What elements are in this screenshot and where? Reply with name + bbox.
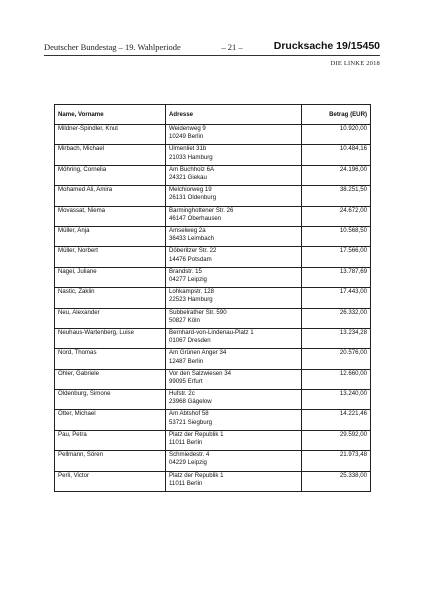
cell-name: Nagel, Juliane — [55, 267, 166, 287]
cell-address — [166, 186, 302, 206]
cell-address — [166, 349, 302, 369]
header-party-year: DIE LINKE 2018 — [330, 60, 380, 67]
cell-amount: 24.672,00 — [302, 206, 371, 226]
cell-name: Möhring, Cornelia — [55, 165, 166, 185]
address-street: Subbelrather Str. 590 — [169, 308, 227, 316]
address-city: 46147 Oberhausen — [169, 214, 222, 222]
cell-name: Mirbach, Michael — [55, 145, 166, 165]
table-row — [55, 410, 371, 430]
address-city: 99095 Erfurt — [169, 377, 203, 385]
cell-amount: 17.566,00 — [302, 247, 371, 267]
cell-address — [166, 226, 302, 246]
cell-address — [166, 288, 302, 308]
cell-amount: 13.787,69 — [302, 267, 371, 287]
cell-address — [166, 369, 302, 389]
cell-name: Otter, Michael — [55, 410, 166, 430]
cell-amount: 21.973,48 — [302, 451, 371, 471]
column-header-amount: Betrag (EUR) — [302, 105, 371, 125]
cell-amount: 13.234,28 — [302, 328, 371, 348]
column-header-name: Name, Vorname — [55, 105, 166, 125]
address-street: Hufstr. 2c — [169, 390, 195, 398]
address-city: 01067 Dresden — [169, 337, 211, 345]
cell-amount: 29.592,00 — [302, 430, 371, 450]
cell-amount: 20.576,00 — [302, 349, 371, 369]
cell-amount: 10.920,00 — [302, 125, 371, 145]
table-row — [55, 226, 371, 246]
cell-address — [166, 267, 302, 287]
address-city: 04229 Leipzig — [169, 459, 207, 467]
table-body — [55, 125, 371, 492]
address-street: Ulmenliet 31b — [169, 145, 207, 153]
address-city: 50827 Köln — [169, 316, 200, 324]
cell-address — [166, 471, 302, 491]
header-parliament-term: Deutscher Bundestag – 19. Wahlperiode — [44, 42, 181, 52]
table-row — [55, 349, 371, 369]
address-street: Weidenweg 9 — [169, 125, 206, 132]
address-street: Am Grünen Anger 34 — [169, 349, 227, 357]
cell-name: Müller, Anja — [55, 226, 166, 246]
cell-address — [166, 206, 302, 226]
cell-address — [166, 145, 302, 165]
cell-name: Müller, Norbert — [55, 247, 166, 267]
address-street: Brandstr. 15 — [169, 267, 202, 275]
address-city: 36433 Leimbach — [169, 235, 215, 243]
address-street: Schmiedestr. 4 — [169, 451, 210, 459]
address-city: 11011 Berlin — [169, 479, 203, 487]
cell-name: Nord, Thomas — [55, 349, 166, 369]
cell-name: Nastic, Zaklin — [55, 288, 166, 308]
cell-amount: 10.568,50 — [302, 226, 371, 246]
header-document-number — [274, 40, 380, 52]
cell-address — [166, 410, 302, 430]
address-street: Döberitzer Str. 22 — [169, 247, 217, 255]
address-city: 23968 Gägelow — [169, 398, 212, 406]
address-street: Bernhard-von-Lindenau-Platz 1 — [169, 328, 254, 336]
cell-name: Pau, Petra — [55, 430, 166, 450]
address-city: 26131 Oldenburg — [169, 194, 217, 202]
address-street: Vor den Salzwiesen 34 — [169, 369, 231, 377]
cell-amount: 25.338,00 — [302, 471, 371, 491]
address-city: 04277 Leipzig — [169, 275, 207, 283]
table-row — [55, 308, 371, 328]
address-city: 11011 Berlin — [169, 439, 203, 447]
table-row — [55, 165, 371, 185]
cell-address — [166, 430, 302, 450]
cell-name: Ohler, Gabriele — [55, 369, 166, 389]
address-city: 22523 Hamburg — [169, 296, 213, 304]
address-street: Platz der Republik 1 — [169, 471, 224, 479]
address-city: 10249 Berlin — [169, 133, 204, 141]
table-row — [55, 125, 371, 145]
address-street: Melchiorweg 19 — [169, 186, 212, 194]
cell-amount: 12.660,00 — [302, 369, 371, 389]
cell-address — [166, 125, 302, 145]
table-row — [55, 288, 371, 308]
table-row — [55, 430, 371, 450]
cell-amount: 26.332,00 — [302, 308, 371, 328]
cell-amount: 13.240,00 — [302, 390, 371, 410]
cell-address — [166, 247, 302, 267]
address-street: Barminghottener Str. 26 — [169, 206, 234, 214]
cell-address — [166, 390, 302, 410]
cell-name: Mildner-Spindler, Knut — [55, 125, 166, 145]
header-rule — [44, 55, 380, 56]
table-row — [55, 267, 371, 287]
address-city: 53721 Siegburg — [169, 418, 213, 426]
table-row — [55, 369, 371, 389]
header-page-number: – 21 – — [221, 42, 243, 52]
table-row — [55, 471, 371, 491]
column-header-address: Adresse — [166, 105, 302, 125]
cell-name: Perli, Victor — [55, 471, 166, 491]
cell-name: Neu, Alexander — [55, 308, 166, 328]
address-city: 12487 Berlin — [169, 357, 204, 365]
cell-name: Oldenburg, Simone — [55, 390, 166, 410]
address-city: 24321 Giekau — [169, 173, 207, 181]
table-header-row — [55, 105, 371, 125]
address-street: Amselweg 2a — [169, 226, 206, 234]
address-street: Platz der Republik 1 — [169, 430, 224, 438]
cell-name: Neuhaus-Wartenberg, Luise — [55, 328, 166, 348]
donation-table — [54, 104, 371, 492]
table-row — [55, 451, 371, 471]
cell-amount: 24.196,00 — [302, 165, 371, 185]
address-street: Am Buchholz 6A — [169, 165, 215, 173]
table-row — [55, 145, 371, 165]
cell-address — [166, 451, 302, 471]
address-street: Am Abtshof 58 — [169, 410, 209, 418]
cell-amount: 10.484,16 — [302, 145, 371, 165]
address-city: 21033 Hamburg — [169, 153, 213, 161]
cell-name: Movassat, Niema — [55, 206, 166, 226]
table-row — [55, 186, 371, 206]
cell-address — [166, 165, 302, 185]
table-row — [55, 247, 371, 267]
address-street: Lohkampstr. 128 — [169, 288, 215, 296]
address-city: 14476 Potsdam — [169, 255, 212, 263]
header-document-prefix: Drucksache 19/ — [273, 40, 351, 52]
cell-address — [166, 328, 302, 348]
page-header — [44, 40, 380, 54]
cell-amount: 17.443,00 — [302, 288, 371, 308]
table-row — [55, 206, 371, 226]
cell-amount: 38.251,50 — [302, 186, 371, 206]
table-row — [55, 328, 371, 348]
cell-name: Pellmann, Sören — [55, 451, 166, 471]
cell-address — [166, 308, 302, 328]
table-row — [55, 390, 371, 410]
header-document-id: 15450 — [350, 40, 380, 52]
cell-name: Mohamed Ali, Amira — [55, 186, 166, 206]
cell-amount: 14.221,46 — [302, 410, 371, 430]
